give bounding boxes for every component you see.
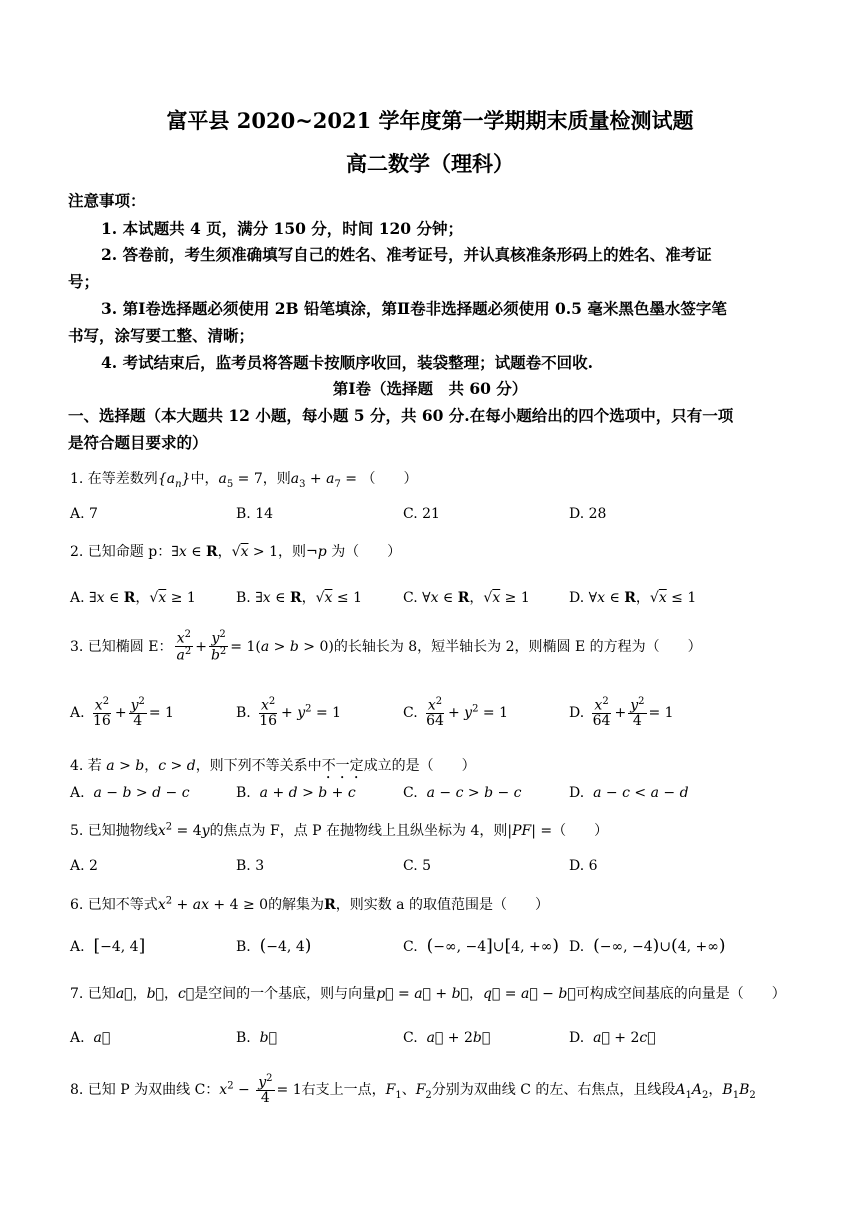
question-8-stem: 8. 已知 P 为双曲线 C：$x^2$ − $\frac{y^2}{4}$ = 1右支上一点，$F_1$、$F_2$分别为双曲线 C 的左、右焦点，且线段$A_1A_2$，$B_1B_2$ <box>70 1073 756 1107</box>
exam-title: 富平县 2020~2021 学年度第一学期期末质量检测试题 <box>166 108 694 133</box>
section-instruction-1: 一、选择题（本大题共 12 小题，每小题 5 分，共 60 分.在每小题给出的四个选项中，只有一项 <box>68 406 734 425</box>
section-instruction-2: 是符合题目要求的） <box>68 433 208 452</box>
question-7-stem: 7. 已知a⃗，b⃗，c⃗是空间的一个基底，则与向量p⃗ = a⃗ + b⃗，q⃗ = a⃗ − b⃗可构成空间基底的向量是（ ） <box>70 986 786 1002</box>
question-7-option-d: D. a⃗ + 2c⃗ <box>569 1030 656 1046</box>
question-6-option-a: A. [−4, 4] <box>70 936 146 956</box>
question-1-option-d: D. 28 <box>569 506 607 522</box>
question-7-option-a: A. a⃗ <box>70 1030 111 1046</box>
question-1-option-c: C. 21 <box>403 506 440 522</box>
question-4-stem: 4. 若 a > b，c > d，则下列不等关系中不一定成立的是（ ） <box>70 758 476 774</box>
notice-item-4: 4. 考试结束后，监考员将答题卡按顺序收回，装袋整理；试题卷不回收. <box>101 353 593 372</box>
question-3-option-b: B. $\frac{x^2}{16}$ + $y^2 = 1$ <box>236 696 342 730</box>
question-3-stem: 3. 已知椭圆 E： $\frac{x^2}{a^2}$ + $\frac{y^2}{b^2}$ = 1(a > b > 0)的长轴长为 8，短半轴长为 2，则椭圆 E 的方程为（ ） <box>70 629 702 664</box>
question-1-option-a: A. 7 <box>70 506 98 522</box>
emphasis-text: 不一定 <box>321 758 364 774</box>
question-1-option-b: B. 14 <box>236 506 274 522</box>
notice-heading: 注意事项： <box>68 191 146 210</box>
notice-item-3-cont: 书写，涂写要工整、清晰； <box>68 326 255 345</box>
question-2-option-a: A. ∃x ∈ R，√x ≥ 1 <box>70 590 196 606</box>
question-5-option-a: A. 2 <box>70 858 98 874</box>
question-3-option-a: A. $\frac{x^2}{16}$ + $\frac{y^2}{4}$ = 1 <box>70 696 174 730</box>
question-6-option-c: C. (−∞, −4]∪[4, +∞) <box>403 936 560 956</box>
question-4-option-a: A. a − b > d − c <box>70 785 190 801</box>
question-5-option-b: B. 3 <box>236 858 265 874</box>
question-6-option-b: B. (−4, 4) <box>236 936 312 956</box>
question-4-option-d: D. a − c < a − d <box>569 785 689 801</box>
question-3-option-d: D. $\frac{x^2}{64}$ + $\frac{y^2}{4}$ = 1 <box>569 696 674 730</box>
question-6-option-d: D. (−∞, −4)∪(4, +∞) <box>569 936 726 956</box>
question-5-stem: 5. 已知抛物线$x^2 = 4y$的焦点为 F，点 P 在抛物线上且纵坐标为 4，则|PF| =（ ） <box>70 821 609 839</box>
notice-item-2: 2. 答卷前，考生须准确填写自己的姓名、准考证号，并认真核准条形码上的姓名、准考证 <box>101 245 712 264</box>
question-6-stem: 6. 已知不等式$x^2$ + ax + 4 ≥ 0的解集为R，则实数 a 的取值范围是（ ） <box>70 895 549 913</box>
question-7-option-b: B. b⃗ <box>236 1030 278 1046</box>
question-2-stem: 2. 已知命题 p：∃x ∈ R，√x > 1，则¬p 为（ ） <box>70 544 402 560</box>
notice-item-1: 1. 本试题共 4 页，满分 150 分，时间 120 分钟； <box>101 219 463 238</box>
section-title: 第Ⅰ卷（选择题 共 60 分） <box>332 379 528 398</box>
question-7-option-c: C. a⃗ + 2b⃗ <box>403 1030 491 1046</box>
notice-item-2-cont: 号； <box>68 272 100 291</box>
question-1-stem: 1. 在等差数列$\{a_n\}$中，$a_5 = 7$，则$a_3 + a_7$ = （ ） <box>70 471 418 490</box>
question-2-option-d: D. ∀x ∈ R，√x ≤ 1 <box>569 590 697 606</box>
exam-subtitle: 高二数学（理科） <box>346 151 514 176</box>
question-2-option-b: B. ∃x ∈ R，√x ≤ 1 <box>236 590 362 606</box>
question-2-option-c: C. ∀x ∈ R，√x ≥ 1 <box>403 590 530 606</box>
notice-item-3: 3. 第Ⅰ卷选择题必须使用 2B 铅笔填涂，第Ⅱ卷非选择题必须使用 0.5 毫米黑色墨水签字笔 <box>101 299 727 318</box>
question-4-option-b: B. a + d > b + c <box>236 785 356 801</box>
question-5-option-c: C. 5 <box>403 858 432 874</box>
question-3-option-c: C. $\frac{x^2}{64}$ + $y^2 = 1$ <box>403 696 508 730</box>
question-4-option-c: C. a − c > b − c <box>403 785 522 801</box>
question-5-option-d: D. 6 <box>569 858 598 874</box>
